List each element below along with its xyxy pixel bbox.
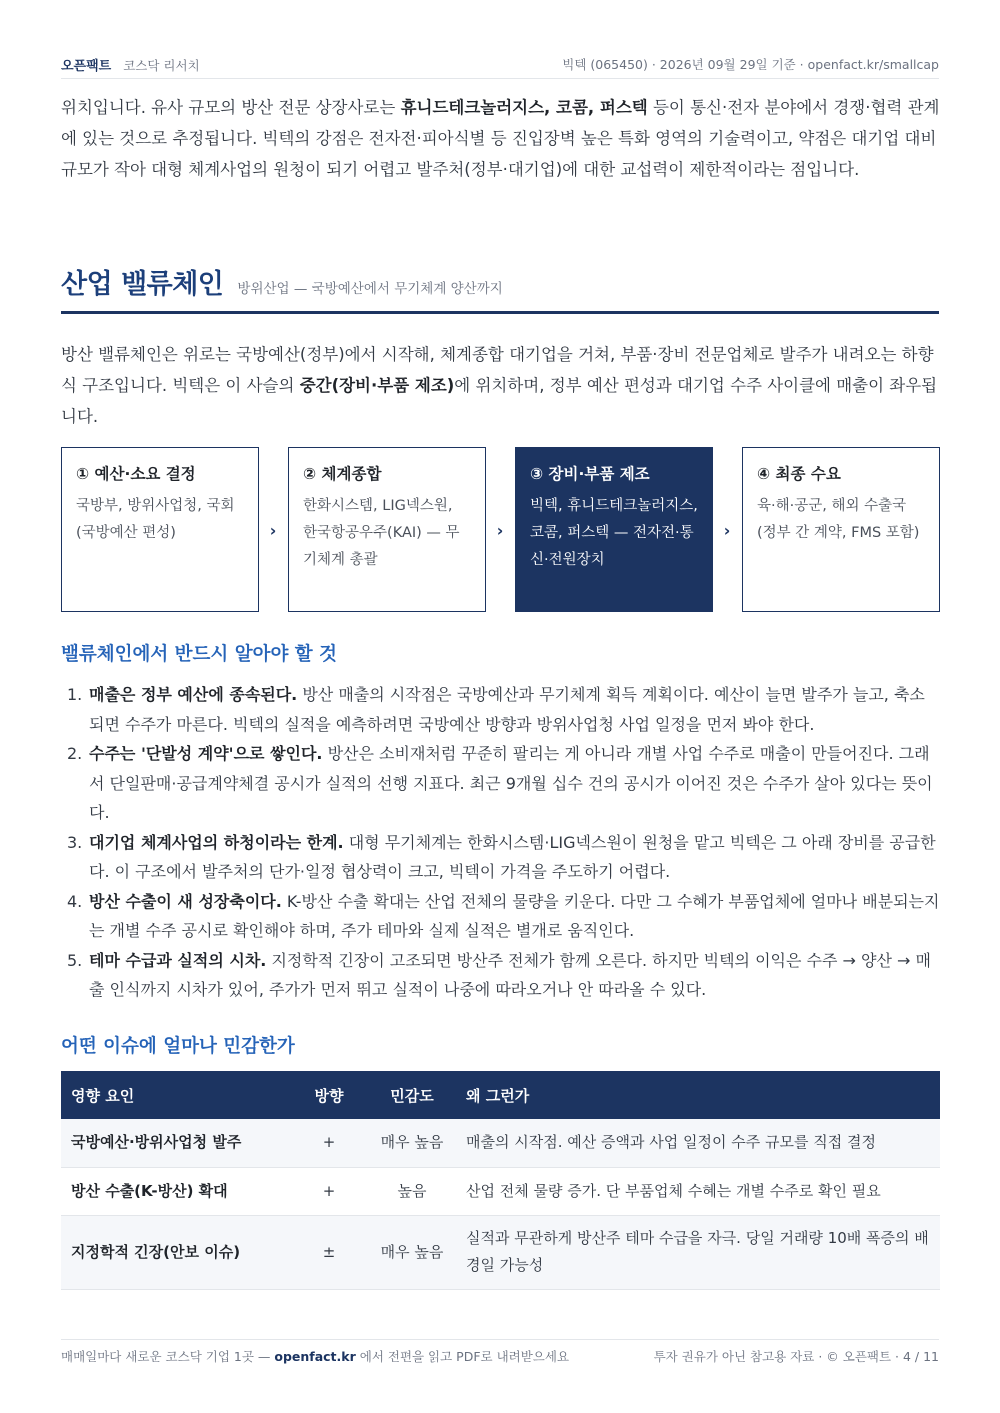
column-header-reason: 왜 그런가 [456,1071,940,1119]
intro-bold-peers: 휴니드테크놀러지스, 코콤, 퍼스텍 [400,98,648,117]
cell-reason: 산업 전체 물량 증가. 단 부품업체 수혜는 개별 수주로 확인 필요 [456,1167,940,1215]
chevron-right-icon: › [496,521,504,540]
cell-factor: 국방예산·방위사업청 발주 [61,1119,290,1167]
table-row [61,1119,940,1167]
list-item-text: 방산 매출의 시작점은 국방예산과 무기체계 획득 계획이다. 예산이 늘면 발주가 늘고, 축소되면 수주가 마른다. 빅텍의 실적을 예측하려면 국방예산 방향과 방위사업청 사업 일정을 먼저 봐야 한다. [89,685,925,734]
column-header-direction: 방향 [290,1071,368,1119]
cell-factor: 지정학적 긴장(안보 이슈) [61,1215,290,1289]
list-item-text: 대형 무기체계는 한화시스템·LIG넥스원이 원청을 맡고 빅텍은 그 아래 장비를 공급한다. 이 구조에서 발주처의 단가·일정 협상력이 크고, 빅텍이 가격을 주도하기 어렵다. [89,832,936,881]
header-section: 코스닥 리서치 [123,57,200,73]
flow-step-parts-highlighted [515,447,713,612]
summary-paragraph [61,339,941,432]
intro-text-1: 위치입니다. 유사 규모의 방산 전문 상장사로는 [61,98,401,117]
flow-step-desc: 육·해·공군, 해외 수출국 (정부 간 계약, FMS 포함) [757,498,920,541]
list-item-text: 지정학적 긴장이 고조되면 방산주 전체가 함께 오른다. 하지만 빅텍의 이익은 수주 → 양산 → 매출 인식까지 시차가 있어, 주가가 먼저 뛰고 실적이 나중에 따라오거나 안 따라올 수 있다. [89,950,931,999]
list-item-lead: 대기업 체계사업의 하청이라는 한계. [89,832,344,852]
column-header-sensitivity: 민감도 [368,1071,456,1119]
subheading-sensitivity: 어떤 이슈에 얼마나 민감한가 [61,1036,295,1057]
cell-direction: ± [290,1215,368,1289]
flow-step-desc: 빅텍, 휴니드테크놀러지스, 코콤, 퍼스텍 — 전자전·통신·전원장치 [530,498,698,568]
list-item-lead: 방산 수출이 새 성장축이다. [89,891,282,911]
flow-step-title: ④ 최종 수요 [757,465,841,483]
list-item-lead: 테마 수급과 실적의 시차. [89,950,267,970]
footer-left [61,1347,569,1365]
chevron-right-icon: › [269,521,277,540]
brand-name[interactable]: 오픈팩트 [61,58,112,74]
header-meta: 빅텍 (065450) · 2026년 09월 29일 기준 · openfact.kr/smallcap [562,57,939,72]
sensitivity-table [61,1071,940,1290]
list-item-text: 방산은 소비재처럼 꾸준히 팔리는 게 아니라 개별 사업 수주로 매출이 만들어진다. 그래서 단일판매·공급계약체결 공시가 실적의 선행 지표다. 최근 9개월 십수 건의 공시가 이어진 것은 수주가 살아 있다는 뜻이다. [89,744,933,822]
section-divider [61,311,939,314]
summary-text-1: 방산 밸류체인은 위로는 국방예산(정부)에서 시작해, 체계종합 대기업을 거쳐, 부품·장비 전문업체로 발주가 내려오는 하향식 구조입니다. 빅텍은 이 사슬의 [61,345,934,395]
value-chain-flow [61,447,940,612]
list-item [61,887,940,946]
list-number: 1. [67,685,83,704]
header-left [61,55,200,74]
list-item [61,946,940,1005]
summary-bold-position: 중간(장비·부품 제조) [299,376,455,395]
flow-step-title: ② 체계종합 [303,465,382,483]
section-title: 산업 밸류체인 [61,269,224,300]
flow-step-system [288,447,486,612]
flow-step-desc: 한화시스템, LIG넥스원, 한국항공우주(KAI) — 무기체계 총괄 [303,498,460,568]
list-item [61,739,940,828]
cell-sensitivity: 매우 높음 [368,1215,456,1289]
cell-direction: + [290,1119,368,1167]
list-item [61,680,940,739]
cell-reason: 실적과 무관하게 방산주 테마 수급을 자극. 당일 거래량 10배 폭증의 배경일 가능성 [456,1215,940,1289]
list-number: 5. [67,950,83,970]
intro-paragraph [61,92,941,185]
intro-text-2: 등이 통신·전자 분야에서 경쟁·협력 관계에 있는 것으로 추정됩니다. 빅텍의 강점은 전자전·피아식별 등 진입장벽 높은 특화 영역의 기술력이고, 약점은 대기업 대비 규모가 작아 대형 체계사업의 원청이 되기 어렵고 발주처(정부·대기업)에 대한 교섭력이 제한적이라는 점입니다. [61,98,940,179]
section-heading [61,262,503,301]
table-row [61,1167,940,1215]
section-subtitle: 방위산업 — 국방예산에서 무기체계 양산까지 [237,281,503,297]
table-row [61,1215,940,1289]
table-header-row [61,1071,940,1119]
list-number: 4. [67,891,83,911]
chevron-right-icon: › [723,521,731,540]
cell-reason: 매출의 시작점. 예산 증액과 사업 일정이 수주 규모를 직접 결정 [456,1119,940,1167]
list-item [61,828,940,887]
list-number: 2. [67,744,83,763]
header-divider [61,78,939,79]
flow-step-budget [61,447,259,612]
page-header [61,52,939,76]
cell-direction: + [290,1167,368,1215]
flow-step-desc: 국방부, 방위사업청, 국회 (국방예산 편성) [76,498,235,541]
page-footer [61,1347,939,1365]
flow-step-title: ① 예산·소요 결정 [76,465,196,483]
subheading-key-points: 밸류체인에서 반드시 알아야 할 것 [61,644,337,665]
list-number: 3. [67,832,83,852]
footer-divider [61,1339,939,1340]
flow-step-title: ③ 장비·부품 제조 [530,465,650,483]
key-points-list [61,680,940,1005]
list-item-lead: 매출은 정부 예산에 종속된다. [89,685,298,704]
cell-sensitivity: 높음 [368,1167,456,1215]
flow-step-demand [742,447,940,612]
footer-text-2: 에서 전편을 읽고 PDF로 내려받으세요 [355,1349,570,1364]
footer-text-1: 매매일마다 새로운 코스닥 기업 1곳 — [61,1349,275,1364]
list-item-text: K-방산 수출 확대는 산업 전체의 물량을 키운다. 다만 그 수혜가 부품업체에 얼마나 배분되는지는 개별 수주 공시로 확인해야 하며, 주가 테마와 실제 실적은 별개로 움직인다. [89,891,940,940]
footer-right: 투자 권유가 아닌 참고용 자료 · © 오픈팩트 · 4 / 11 [653,1349,939,1364]
summary-text-2: 에 위치하며, 정부 예산 편성과 대기업 수주 사이클에 매출이 좌우됩니다. [61,376,938,426]
column-header-factor: 영향 요인 [61,1071,290,1119]
cell-factor: 방산 수출(K-방산) 확대 [61,1167,290,1215]
footer-link[interactable]: openfact.kr [274,1349,356,1364]
cell-sensitivity: 매우 높음 [368,1119,456,1167]
list-item-lead: 수주는 '단발성 계약'으로 쌓인다. [89,744,323,763]
